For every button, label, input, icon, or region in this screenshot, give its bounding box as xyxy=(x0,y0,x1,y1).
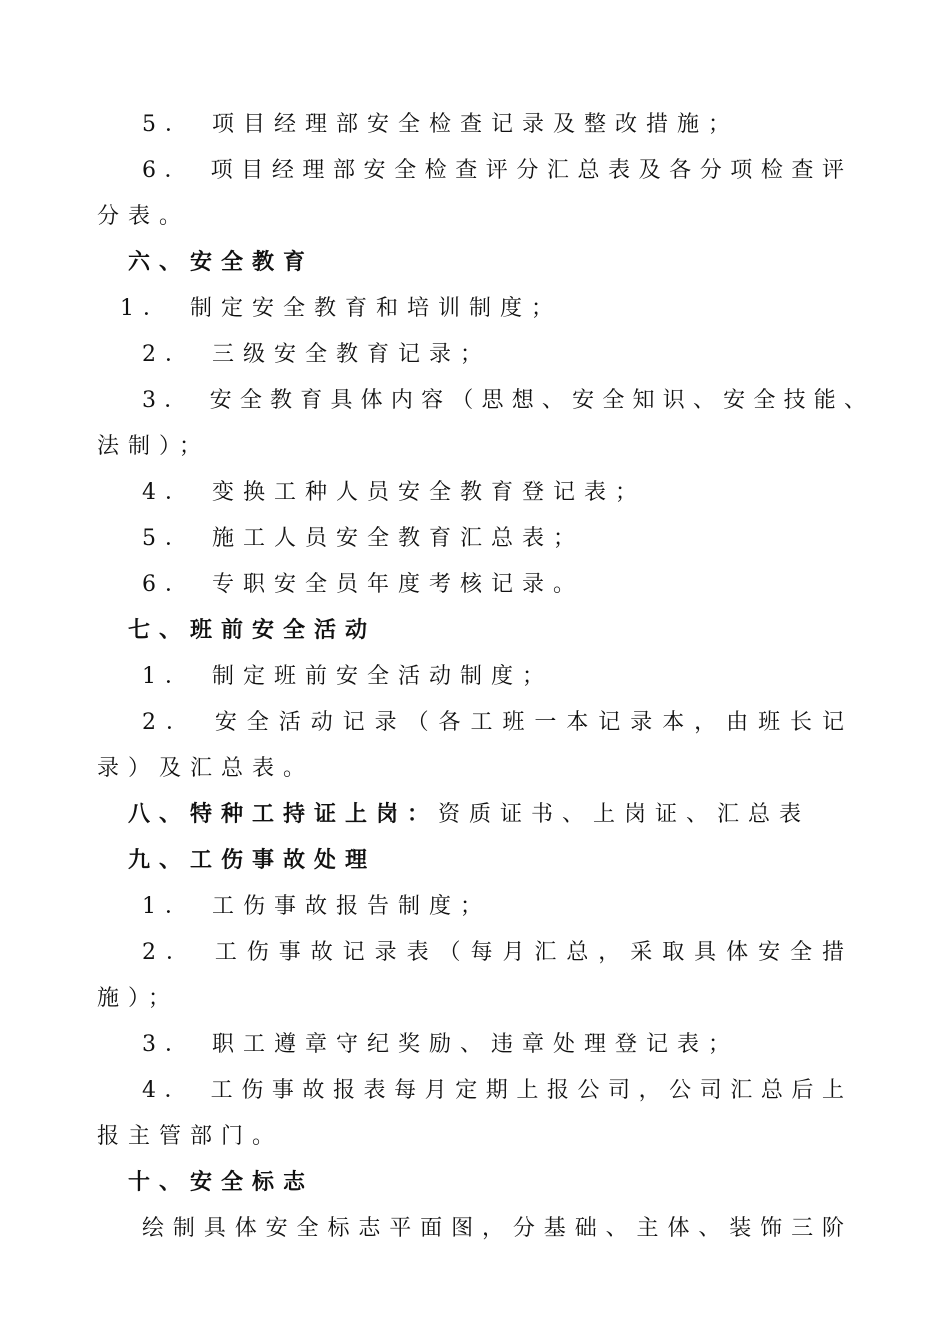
section-heading: 十、安全标志 xyxy=(128,1170,315,1195)
item-line-continuation: 施）； xyxy=(97,986,180,1011)
item-line: 1． 制定安全教育和培训制度； xyxy=(120,296,562,321)
item-line: 1． 工伤事故报告制度； xyxy=(142,894,491,919)
item-line: 1． 制定班前安全活动制度； xyxy=(142,664,553,689)
item-line: 4． 工伤事故报表每月定期上报公司，公司汇总后上 xyxy=(142,1078,844,1103)
item-line: 2． 安全活动记录（各工班一本记录本，由班长记 xyxy=(142,710,844,735)
item-line: 2． 工伤事故记录表（每月汇总，采取具体安全措 xyxy=(142,940,844,965)
item-line-continuation: 报主管部门。 xyxy=(97,1124,284,1149)
item-line-continuation: 法制）； xyxy=(97,434,211,459)
item-line: 6． 专职安全员年度考核记录。 xyxy=(142,572,584,597)
item-line: 2． 三级安全教育记录； xyxy=(142,342,491,367)
section-heading: 六、安全教育 xyxy=(128,250,315,275)
section-heading-with-detail xyxy=(128,800,810,830)
item-line: 5． 项目经理部安全检查记录及整改措施； xyxy=(142,112,739,137)
item-line: 5． 施工人员安全教育汇总表； xyxy=(142,526,584,551)
section-detail: 资质证书、上岗证、汇总表 xyxy=(438,802,811,827)
paragraph-line: 绘制具体安全标志平面图，分基础、主体、装饰三阶 xyxy=(142,1216,844,1241)
item-line: 3． 安全教育具体内容（思想、安全知识、安全技能、 xyxy=(142,388,866,413)
item-line: 3． 职工遵章守纪奖励、违章处理登记表； xyxy=(142,1032,739,1057)
item-line-continuation: 录）及汇总表。 xyxy=(97,756,315,781)
item-line: 4． 变换工种人员安全教育登记表； xyxy=(142,480,646,505)
item-line-continuation: 分表。 xyxy=(97,204,191,229)
item-line: 6． 项目经理部安全检查评分汇总表及各分项检查评 xyxy=(142,158,844,183)
section-heading: 八、特种工持证上岗： xyxy=(128,802,439,827)
section-heading: 九、工伤事故处理 xyxy=(128,848,377,873)
section-heading: 七、班前安全活动 xyxy=(128,618,377,643)
